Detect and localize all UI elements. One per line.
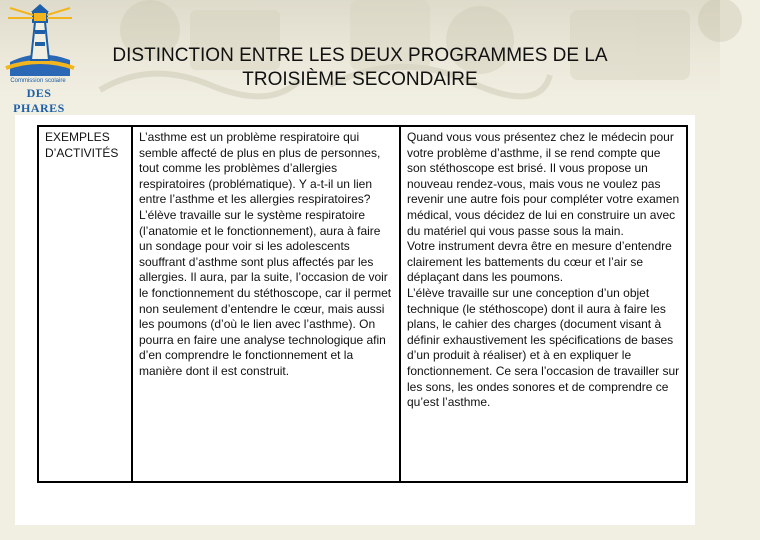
lighthouse-icon	[0, 0, 80, 80]
row-label-cell	[38, 126, 132, 482]
science-cell	[132, 126, 400, 482]
header-banner	[0, 0, 720, 115]
table-row	[38, 126, 687, 482]
logo-caption: Commission scolaire	[10, 78, 66, 84]
science-paragraph: L’élève travaille sur le système respiratoire (l’anatomie et le fonctionnement), aura à faire un sondage pour voir si les adolescents souffrant d’asthme sont plus affectés par les allergies. Il aura, par la suite, l’occasion de voir le fonctionnement du stéthoscope, car il permet non seulement d’entendre le cœur, mais aussi les poumons (d’où le lien avec l’asthme). On pourra en faire une analyse technologique afin d’en comprendre le fonctionnement et la manière dont il est construit.	[139, 207, 392, 378]
science-paragraph: L’asthme est un problème respiratoire qui semble affecté de plus en plus de personnes, tout comme les problèmes d’allergies respiratoires (problématique). Y a-t-il un lien entre l’asthme et les allergies respiratoires?	[139, 130, 381, 207]
technology-paragraph: Votre instrument devra être en mesure d’entendre clairement les battements du cœur et l’air se déplaçant dans les poumons.	[407, 239, 672, 285]
comparison-table	[37, 125, 688, 483]
technology-cell	[400, 126, 687, 482]
page-title: DISTINCTION ENTRE LES DEUX PROGRAMMES DE LA TROISIÈME SECONDAIRE	[112, 45, 608, 90]
logo	[0, 0, 80, 115]
technology-paragraph: Quand vous vous présentez chez le médecin pour votre problème d’asthme, il se rend compte que son stéthoscope est brisé. Il vous propose un nouveau rendez-vous, mais vous ne voulez pas revenir une autre fois pour compléter votre examen médical, vous décidez de lui en construire un avec du matériel qui vous passe sous la main.	[407, 130, 680, 238]
logo-name: DES PHARES	[13, 86, 65, 115]
technology-paragraph: L’élève travaille sur une conception d’un objet technique (le stéthoscope) dont il aura à faire les plans, le cahier des charges (document visant à définir exhaustivement les spécifications de bases d’un produit à réaliser) et à en expliquer le fonctionnement. Ce sera l’occasion de travailler sur les sons, les ondes sonores et de comprendre ce qu’est l’asthme.	[407, 285, 680, 410]
row-label: EXEMPLES D’ACTIVITÉS	[45, 130, 119, 160]
